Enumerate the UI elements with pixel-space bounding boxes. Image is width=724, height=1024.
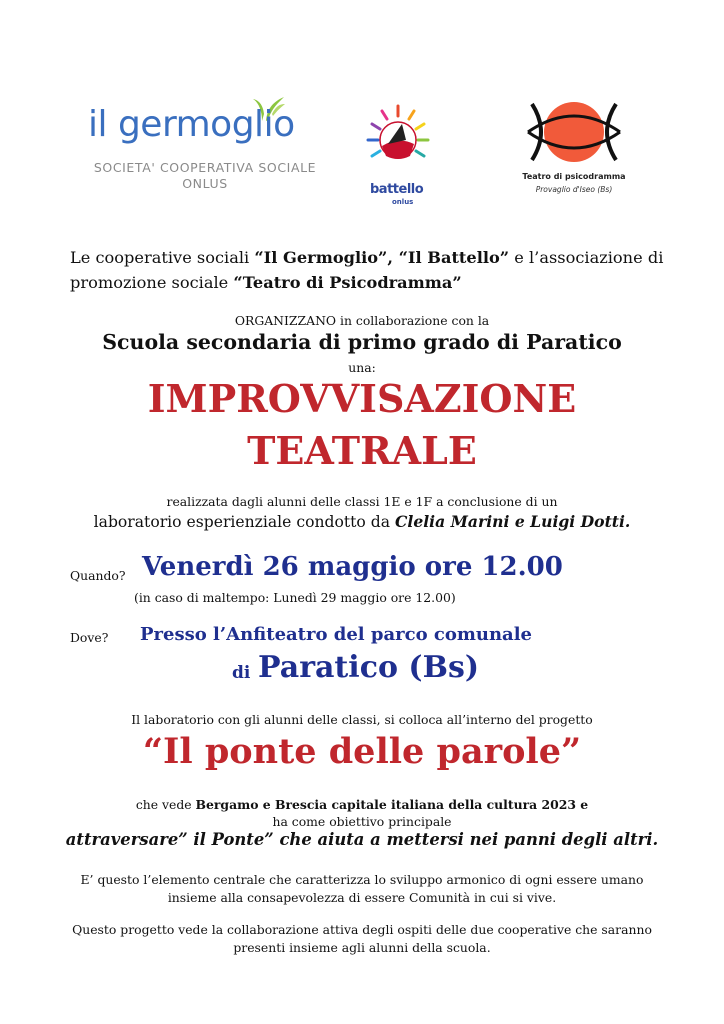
event-venue: Presso l’Anfiteatro del parco comunale: [140, 624, 533, 645]
battello-onlus: onlus: [392, 198, 414, 206]
realized-line-1: realizzata dagli alunni delle classi 1E e 1F a conclusione di un: [166, 494, 558, 509]
closing-p2-line-1: Questo progetto vede la collaborazione attiva degli ospiti delle due cooperative che saranno: [72, 922, 652, 937]
teatro-emblem-icon: [510, 96, 638, 170]
intro-line-1: [70, 248, 663, 267]
germoglio-logo: [80, 96, 330, 196]
teatro-name: Teatro di psicodramma: [522, 172, 626, 181]
battello-wordmark: battello: [370, 182, 424, 197]
event-title-line-1: IMPROVVISAZIONE: [147, 376, 577, 421]
cooperatives-names: “Il Germoglio”, “Il Battello”: [254, 248, 510, 267]
teatro-logo: [510, 96, 638, 200]
closing-p1-line-2: insieme alla consapevolezza di essere Comunità in cui si vive.: [167, 890, 557, 905]
germoglio-wordmark: il germoglio: [88, 104, 295, 145]
rain-date-note: (in caso di maltempo: Lunedì 29 maggio ore 12.00): [134, 590, 456, 605]
project-line-2: ha come obiettivo principale: [272, 814, 452, 829]
intro-text: Le cooperative sociali: [70, 248, 255, 267]
battello-logo: [362, 100, 434, 212]
di-label: di: [232, 663, 251, 683]
capital-of-culture: Bergamo e Brescia capitale italiana della cultura 2023 e: [195, 797, 589, 812]
teatro-place: Provaglio d'Iseo (Bs): [535, 185, 613, 194]
project-intro: Il laboratorio con gli alunni delle classi, si colloca all’interno del progetto: [131, 712, 593, 727]
school-name: Scuola secondaria di primo grado di Paratico: [102, 330, 622, 354]
una-label: una:: [348, 360, 376, 375]
project-line-1: [0, 797, 724, 812]
organize-line: ORGANIZZANO in collaborazione con la: [234, 313, 490, 328]
project-goal: attraversare” il Ponte” che aiuta a mettersi nei panni degli altri.: [65, 830, 659, 849]
closing-p2-line-2: presenti insieme agli alunni della scuola.: [233, 940, 491, 955]
where-label: Dove?: [70, 630, 109, 645]
when-label: Quando?: [70, 568, 126, 583]
closing-p1-line-1: E’ questo l’elemento centrale che caratterizza lo sviluppo armonico di ogni essere umano: [80, 872, 644, 887]
event-town: Paratico (Bs): [258, 650, 480, 685]
project-text: che vede: [135, 797, 196, 812]
event-title-line-2: TEATRALE: [247, 428, 477, 473]
realized-text: laboratorio esperienziale condotto da: [93, 513, 395, 531]
realized-line-2: [0, 512, 724, 531]
intro-text: e l’associazione di: [509, 248, 664, 267]
project-name: “Il ponte delle parole”: [142, 731, 582, 772]
battello-emblem-icon: [362, 100, 434, 182]
intro-text: promozione sociale: [70, 273, 234, 292]
conductors-names: Clelia Marini e Luigi Dotti.: [394, 512, 631, 531]
association-name: “Teatro di Psicodramma”: [233, 273, 462, 292]
intro-line-2: [70, 273, 462, 292]
germoglio-onlus: ONLUS: [182, 176, 228, 191]
germoglio-subtitle: SOCIETA' COOPERATIVA SOCIALE: [93, 160, 317, 175]
event-date: Venerdì 26 maggio ore 12.00: [142, 552, 563, 582]
